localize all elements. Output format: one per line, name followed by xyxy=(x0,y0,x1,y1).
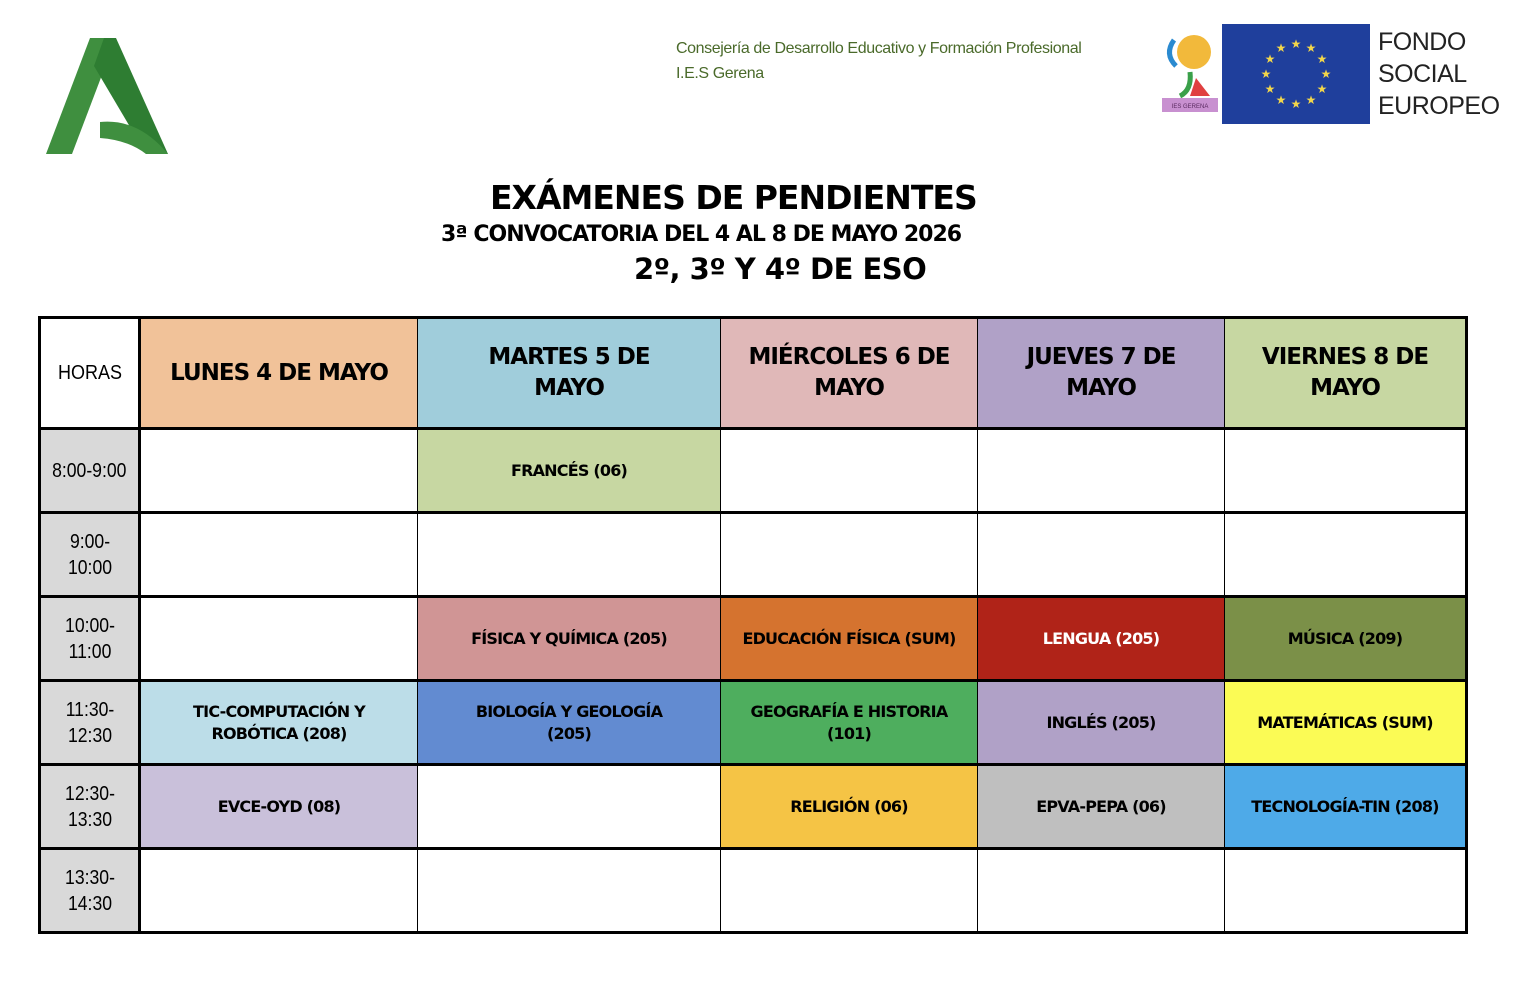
empty-cell xyxy=(140,513,418,597)
empty-cell xyxy=(1225,849,1467,933)
exam-cell xyxy=(1225,597,1467,681)
hour-label: 12:30-13:30 xyxy=(64,782,115,831)
exam-cell xyxy=(140,765,418,849)
hour-label: 8:00-9:00 xyxy=(52,459,127,482)
exam-cell xyxy=(1225,765,1467,849)
school-name: I.E.S Gerena xyxy=(676,65,764,82)
empty-cell xyxy=(1225,513,1467,597)
header-row xyxy=(40,318,1467,429)
ies-gerena-logo xyxy=(1160,34,1218,114)
empty-cell xyxy=(721,513,978,597)
day-label: JUEVES 7 DE MAYO xyxy=(1026,344,1176,401)
star-icon: ★ xyxy=(1264,52,1276,66)
hour-label: 9:00-10:00 xyxy=(67,530,112,579)
exam-cell xyxy=(418,681,721,765)
exam-subject: EVCE-OYD (08) xyxy=(217,796,341,816)
exam-subject: LENGUA (205) xyxy=(1042,628,1160,648)
exam-subject: TECNOLOGÍA-TIN (208) xyxy=(1251,796,1439,816)
star-icon: ★ xyxy=(1320,67,1332,81)
star-icon: ★ xyxy=(1316,82,1328,96)
day-header-jueves xyxy=(978,318,1225,429)
exam-subject: FRANCÉS (06) xyxy=(510,460,628,480)
exam-subject: INGLÉS (205) xyxy=(1046,712,1156,732)
star-icon: ★ xyxy=(1305,41,1317,55)
day-header-miercoles xyxy=(721,318,978,429)
courses-subtitle: 2º, 3º Y 4º DE ESO xyxy=(634,252,927,286)
exam-subject: GEOGRAFÍA E HISTORIA (101) xyxy=(750,701,948,743)
empty-cell xyxy=(140,597,418,681)
exam-subject: RELIGIÓN (06) xyxy=(790,796,908,816)
day-header-lunes: LUNES 4 DE MAYO xyxy=(140,318,418,429)
table-row xyxy=(40,681,1467,765)
hour-cell xyxy=(40,849,140,933)
consejeria-text xyxy=(676,36,1081,86)
star-icon: ★ xyxy=(1264,82,1276,96)
exam-cell xyxy=(978,681,1225,765)
hour-label: 10:00-11:00 xyxy=(64,614,115,663)
exam-cell xyxy=(418,429,721,513)
hour-label: 11:30-12:30 xyxy=(65,698,114,747)
junta-andalucia-logo xyxy=(42,36,174,158)
table-row xyxy=(40,513,1467,597)
empty-cell xyxy=(1225,429,1467,513)
exam-subject: EDUCACIÓN FÍSICA (SUM) xyxy=(742,628,956,648)
hour-cell xyxy=(40,765,140,849)
star-icon: ★ xyxy=(1290,37,1302,51)
exam-subject: MATEMÁTICAS (SUM) xyxy=(1257,712,1433,732)
exam-cell xyxy=(1225,681,1467,765)
exam-subject: TIC-COMPUTACIÓN Y ROBÓTICA (208) xyxy=(193,701,365,743)
hour-cell xyxy=(40,429,140,513)
hour-label: 13:30-14:30 xyxy=(64,866,115,915)
exam-schedule-table xyxy=(38,316,1468,934)
hours-header: HORAS xyxy=(45,318,135,429)
fse-line: SOCIAL xyxy=(1378,60,1467,88)
empty-cell xyxy=(418,765,721,849)
empty-cell xyxy=(140,429,418,513)
star-icon: ★ xyxy=(1305,93,1317,107)
empty-cell xyxy=(721,849,978,933)
table-row xyxy=(40,849,1467,933)
star-icon: ★ xyxy=(1316,52,1328,66)
hour-cell xyxy=(40,681,140,765)
exam-subject: BIOLOGÍA Y GEOLOGÍA (205) xyxy=(475,701,663,743)
exam-cell xyxy=(418,597,721,681)
empty-cell xyxy=(978,513,1225,597)
exam-cell xyxy=(140,681,418,765)
fse-line: EUROPEO xyxy=(1378,92,1500,120)
empty-cell xyxy=(140,849,418,933)
empty-cell xyxy=(721,429,978,513)
star-icon: ★ xyxy=(1275,93,1287,107)
fse-line: FONDO xyxy=(1378,28,1466,56)
table-row xyxy=(40,429,1467,513)
hour-cell xyxy=(40,513,140,597)
exam-cell xyxy=(721,681,978,765)
empty-cell xyxy=(978,849,1225,933)
page-title: EXÁMENES DE PENDIENTES xyxy=(490,178,977,217)
ies-logo-text: IES GERENA xyxy=(1171,104,1209,110)
table-row xyxy=(40,765,1467,849)
day-header-viernes xyxy=(1225,318,1467,429)
day-label: MARTES 5 DE MAYO xyxy=(488,344,650,401)
day-label: MIÉRCOLES 6 DE MAYO xyxy=(748,344,950,401)
exam-cell xyxy=(721,765,978,849)
star-icon: ★ xyxy=(1275,41,1287,55)
day-header-martes xyxy=(418,318,721,429)
empty-cell xyxy=(978,429,1225,513)
convocatoria-subtitle: 3ª CONVOCATORIA DEL 4 AL 8 DE MAYO 2026 xyxy=(441,222,962,247)
star-icon: ★ xyxy=(1290,97,1302,111)
exam-cell xyxy=(721,597,978,681)
day-label: VIERNES 8 DE MAYO xyxy=(1261,344,1429,401)
table-row xyxy=(40,597,1467,681)
hour-cell xyxy=(40,597,140,681)
exam-subject: MÚSICA (209) xyxy=(1287,628,1403,648)
consejeria-name: Consejería de Desarrollo Educativo y Formación Profesional xyxy=(676,40,1082,57)
empty-cell xyxy=(418,513,721,597)
exam-subject: EPVA-PEPA (06) xyxy=(1036,796,1166,816)
star-icon: ★ xyxy=(1260,67,1272,81)
exam-cell xyxy=(978,597,1225,681)
exam-cell xyxy=(978,765,1225,849)
eu-flag-icon xyxy=(1222,24,1370,124)
exam-subject: FÍSICA Y QUÍMICA (205) xyxy=(471,628,667,648)
empty-cell xyxy=(418,849,721,933)
fondo-social-europeo-text xyxy=(1378,26,1500,122)
